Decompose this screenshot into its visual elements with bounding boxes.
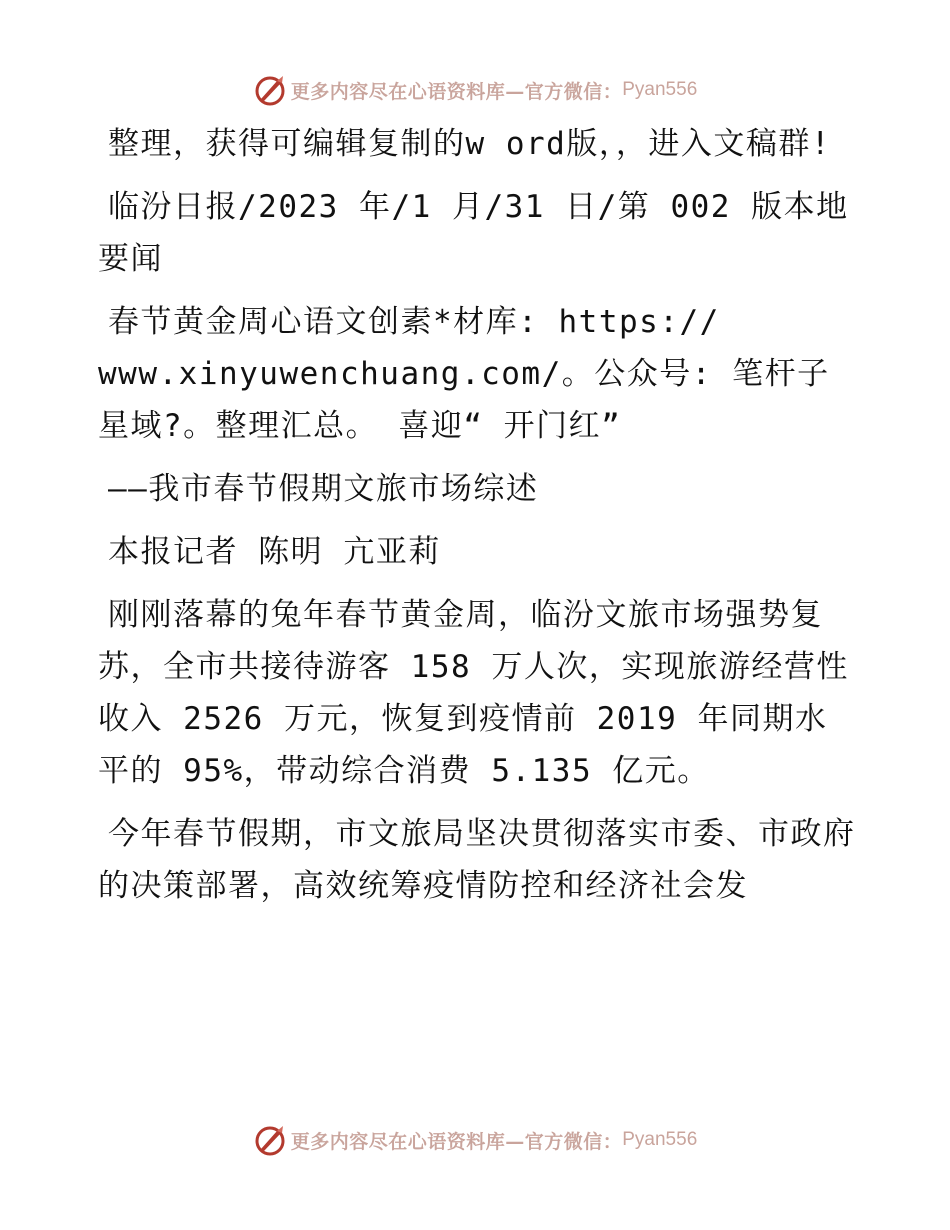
paragraph-2: 临汾日报/2023 年/1 月/31 日/第 002 版本地要闻 bbox=[98, 189, 849, 277]
paragraph-3: 春节黄金周心语文创素*材库: https:// www.xinyuwenchuang.com/。公众号: 笔杆子星域?。整理汇总。 喜迎“ 开门红” bbox=[98, 304, 830, 444]
footer-banner bbox=[0, 1120, 950, 1160]
paragraph-1: 整理，获得可编辑复制的w ord版，，进入文稿群! bbox=[108, 126, 831, 162]
banner-wechat-id: Pyan556 bbox=[622, 79, 698, 100]
header-banner bbox=[0, 70, 950, 110]
paragraph-7: 今年春节假期，市文旅局坚决贯彻落实市委、市政府的决策部署，高效统筹疫情防控和经济社会发 bbox=[98, 816, 856, 904]
banner-wechat-id: Pyan556 bbox=[622, 1129, 698, 1150]
paragraph-6: 刚刚落幕的兔年春节黄金周，临汾文旅市场强势复苏，全市共接待游客 158 万人次，实现旅游经营性收入 2526 万元，恢复到疫情前 2019 年同期水平的 95%，带动综合消费 5.135 亿元。 bbox=[98, 597, 849, 789]
quill-logo-icon bbox=[253, 73, 287, 107]
banner-text: 更多内容尽在心语资料库—官方微信： bbox=[290, 80, 623, 103]
quill-logo-icon bbox=[253, 1123, 287, 1157]
paragraph-4: ——我市春节假期文旅市场综述 bbox=[108, 471, 539, 507]
paragraph-5: 本报记者 陈明 亢亚莉 bbox=[108, 534, 441, 570]
banner-text: 更多内容尽在心语资料库—官方微信： bbox=[290, 1130, 623, 1153]
article-body bbox=[98, 118, 858, 923]
